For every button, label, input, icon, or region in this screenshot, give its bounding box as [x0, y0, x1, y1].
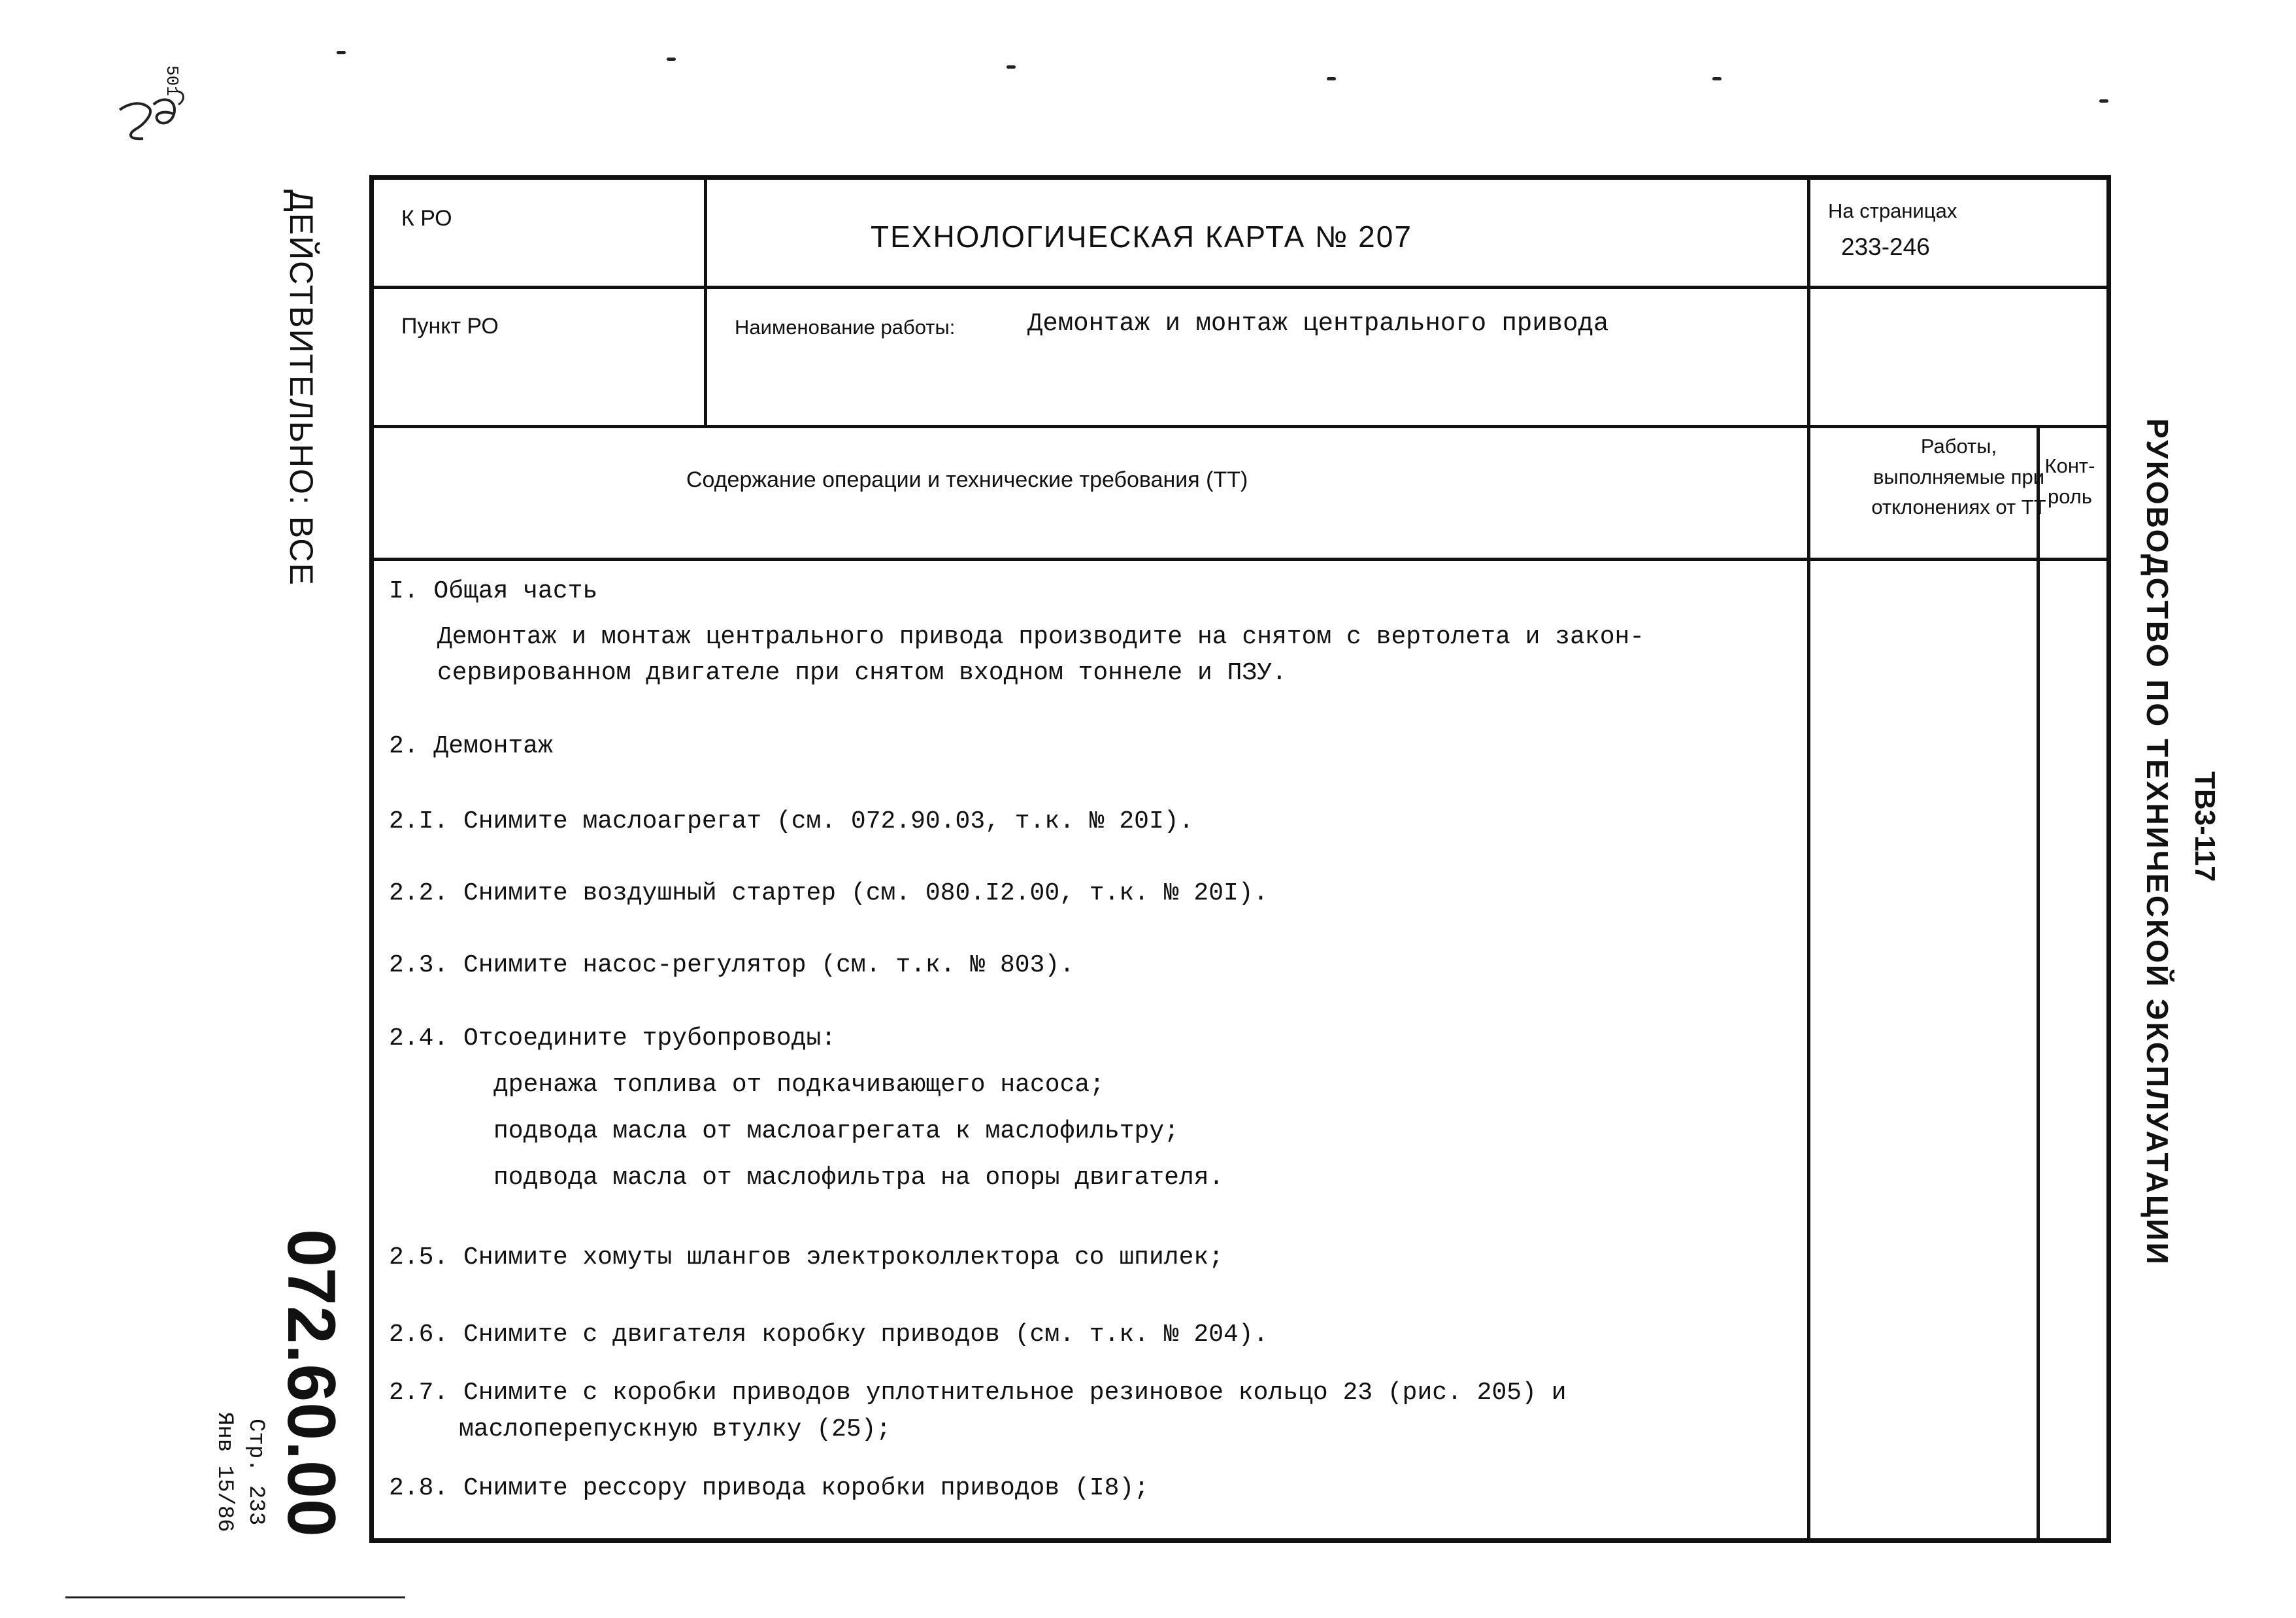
- work-name-label: Наименование работы:: [735, 316, 956, 339]
- scan-mark: [1007, 65, 1016, 69]
- operation-step: 2.I. Снимите маслоагрегат (см. 072.90.03, т.к. № 20I).: [389, 807, 1194, 835]
- operation-step-continuation: маслоперепускную втулку (25);: [459, 1415, 891, 1443]
- scan-mark: [1327, 77, 1336, 80]
- operation-step: 2.2. Снимите воздушный стартер (см. 080.I2.00, т.к. № 20I).: [389, 879, 1269, 907]
- operation-subitem: подвода масла от маслофильтра на опоры двигателя.: [493, 1164, 1224, 1192]
- validity-status: ДЕЙСТВИТЕЛЬНО: ВСЕ: [283, 190, 320, 586]
- bottom-rule: [65, 1596, 405, 1598]
- pages-label: На страницах: [1828, 199, 1957, 222]
- label-column-divider: [704, 180, 707, 428]
- engine-model: ТВ3-117: [2189, 771, 2221, 882]
- operation-step: 2.8. Снимите рессору привода коробки приводов (I8);: [389, 1474, 1149, 1502]
- technological-card-title: ТЕХНОЛОГИЧЕСКАЯ КАРТА № 207: [871, 220, 1412, 254]
- document-code: 072.60.00: [273, 1229, 349, 1538]
- small-number: 501: [162, 65, 182, 96]
- header-divider: [374, 286, 2106, 289]
- paragraph-line: Демонтаж и монтаж центрального привода производите на снятом с вертолета и закон-: [437, 623, 1645, 651]
- operation-step: 2.6. Снимите с двигателя коробку приводов (см. т.к. № 204).: [389, 1321, 1269, 1349]
- technological-card-form: [369, 175, 2111, 1543]
- work-name-divider: [374, 425, 2106, 428]
- point-label: Пункт РО: [401, 314, 499, 339]
- scan-mark: [1712, 77, 1722, 80]
- pages-range: 233-246: [1841, 233, 1930, 260]
- kro-label: К РО: [401, 206, 452, 231]
- page-number: Стр. 233: [243, 1419, 268, 1526]
- operation-subitem: подвода масла от маслоагрегата к маслофильтру;: [493, 1117, 1179, 1145]
- scan-mark: [337, 51, 346, 54]
- section-heading: I. Общая часть: [389, 577, 598, 605]
- work-name-value: Демонтаж и монтаж центрального привода: [1027, 309, 1609, 338]
- control-column-divider: [2037, 425, 2040, 1538]
- revision-date: Янв 15/86: [212, 1412, 237, 1532]
- operation-step: 2.3. Снимите насос-регулятор (см. т.к. № 803).: [389, 951, 1074, 979]
- column-header-divider: [374, 558, 2106, 561]
- operation-step: 2.5. Снимите хомуты шлангов электроколлектора со шпилек;: [389, 1243, 1224, 1272]
- control-column-header: Конт- роль: [2044, 454, 2095, 508]
- deviation-column-header: Работы, выполняемые при отклонениях от ТТ: [1871, 435, 2046, 518]
- content-column-header: Содержание операции и технические требования (ТТ): [686, 467, 1248, 492]
- content-column-divider: [1807, 180, 1810, 1538]
- paragraph-line: сервированном двигателе при снятом входном тоннеле и ПЗУ.: [437, 659, 1287, 687]
- operation-step: 2.4. Отсоедините трубопроводы:: [389, 1024, 837, 1053]
- scan-mark: [2099, 99, 2108, 103]
- scan-mark: [667, 58, 676, 61]
- section-heading: 2. Демонтаж: [389, 732, 553, 760]
- manual-title: РУКОВОДСТВО ПО ТЕХНИЧЕСКОЙ ЭКСПЛУАТАЦИИ: [2140, 418, 2174, 1266]
- operation-subitem: дренажа топлива от подкачивающего насоса;: [493, 1071, 1105, 1099]
- operation-step: 2.7. Снимите с коробки приводов уплотнительное резиновое кольцо 23 (рис. 205) и: [389, 1379, 1567, 1407]
